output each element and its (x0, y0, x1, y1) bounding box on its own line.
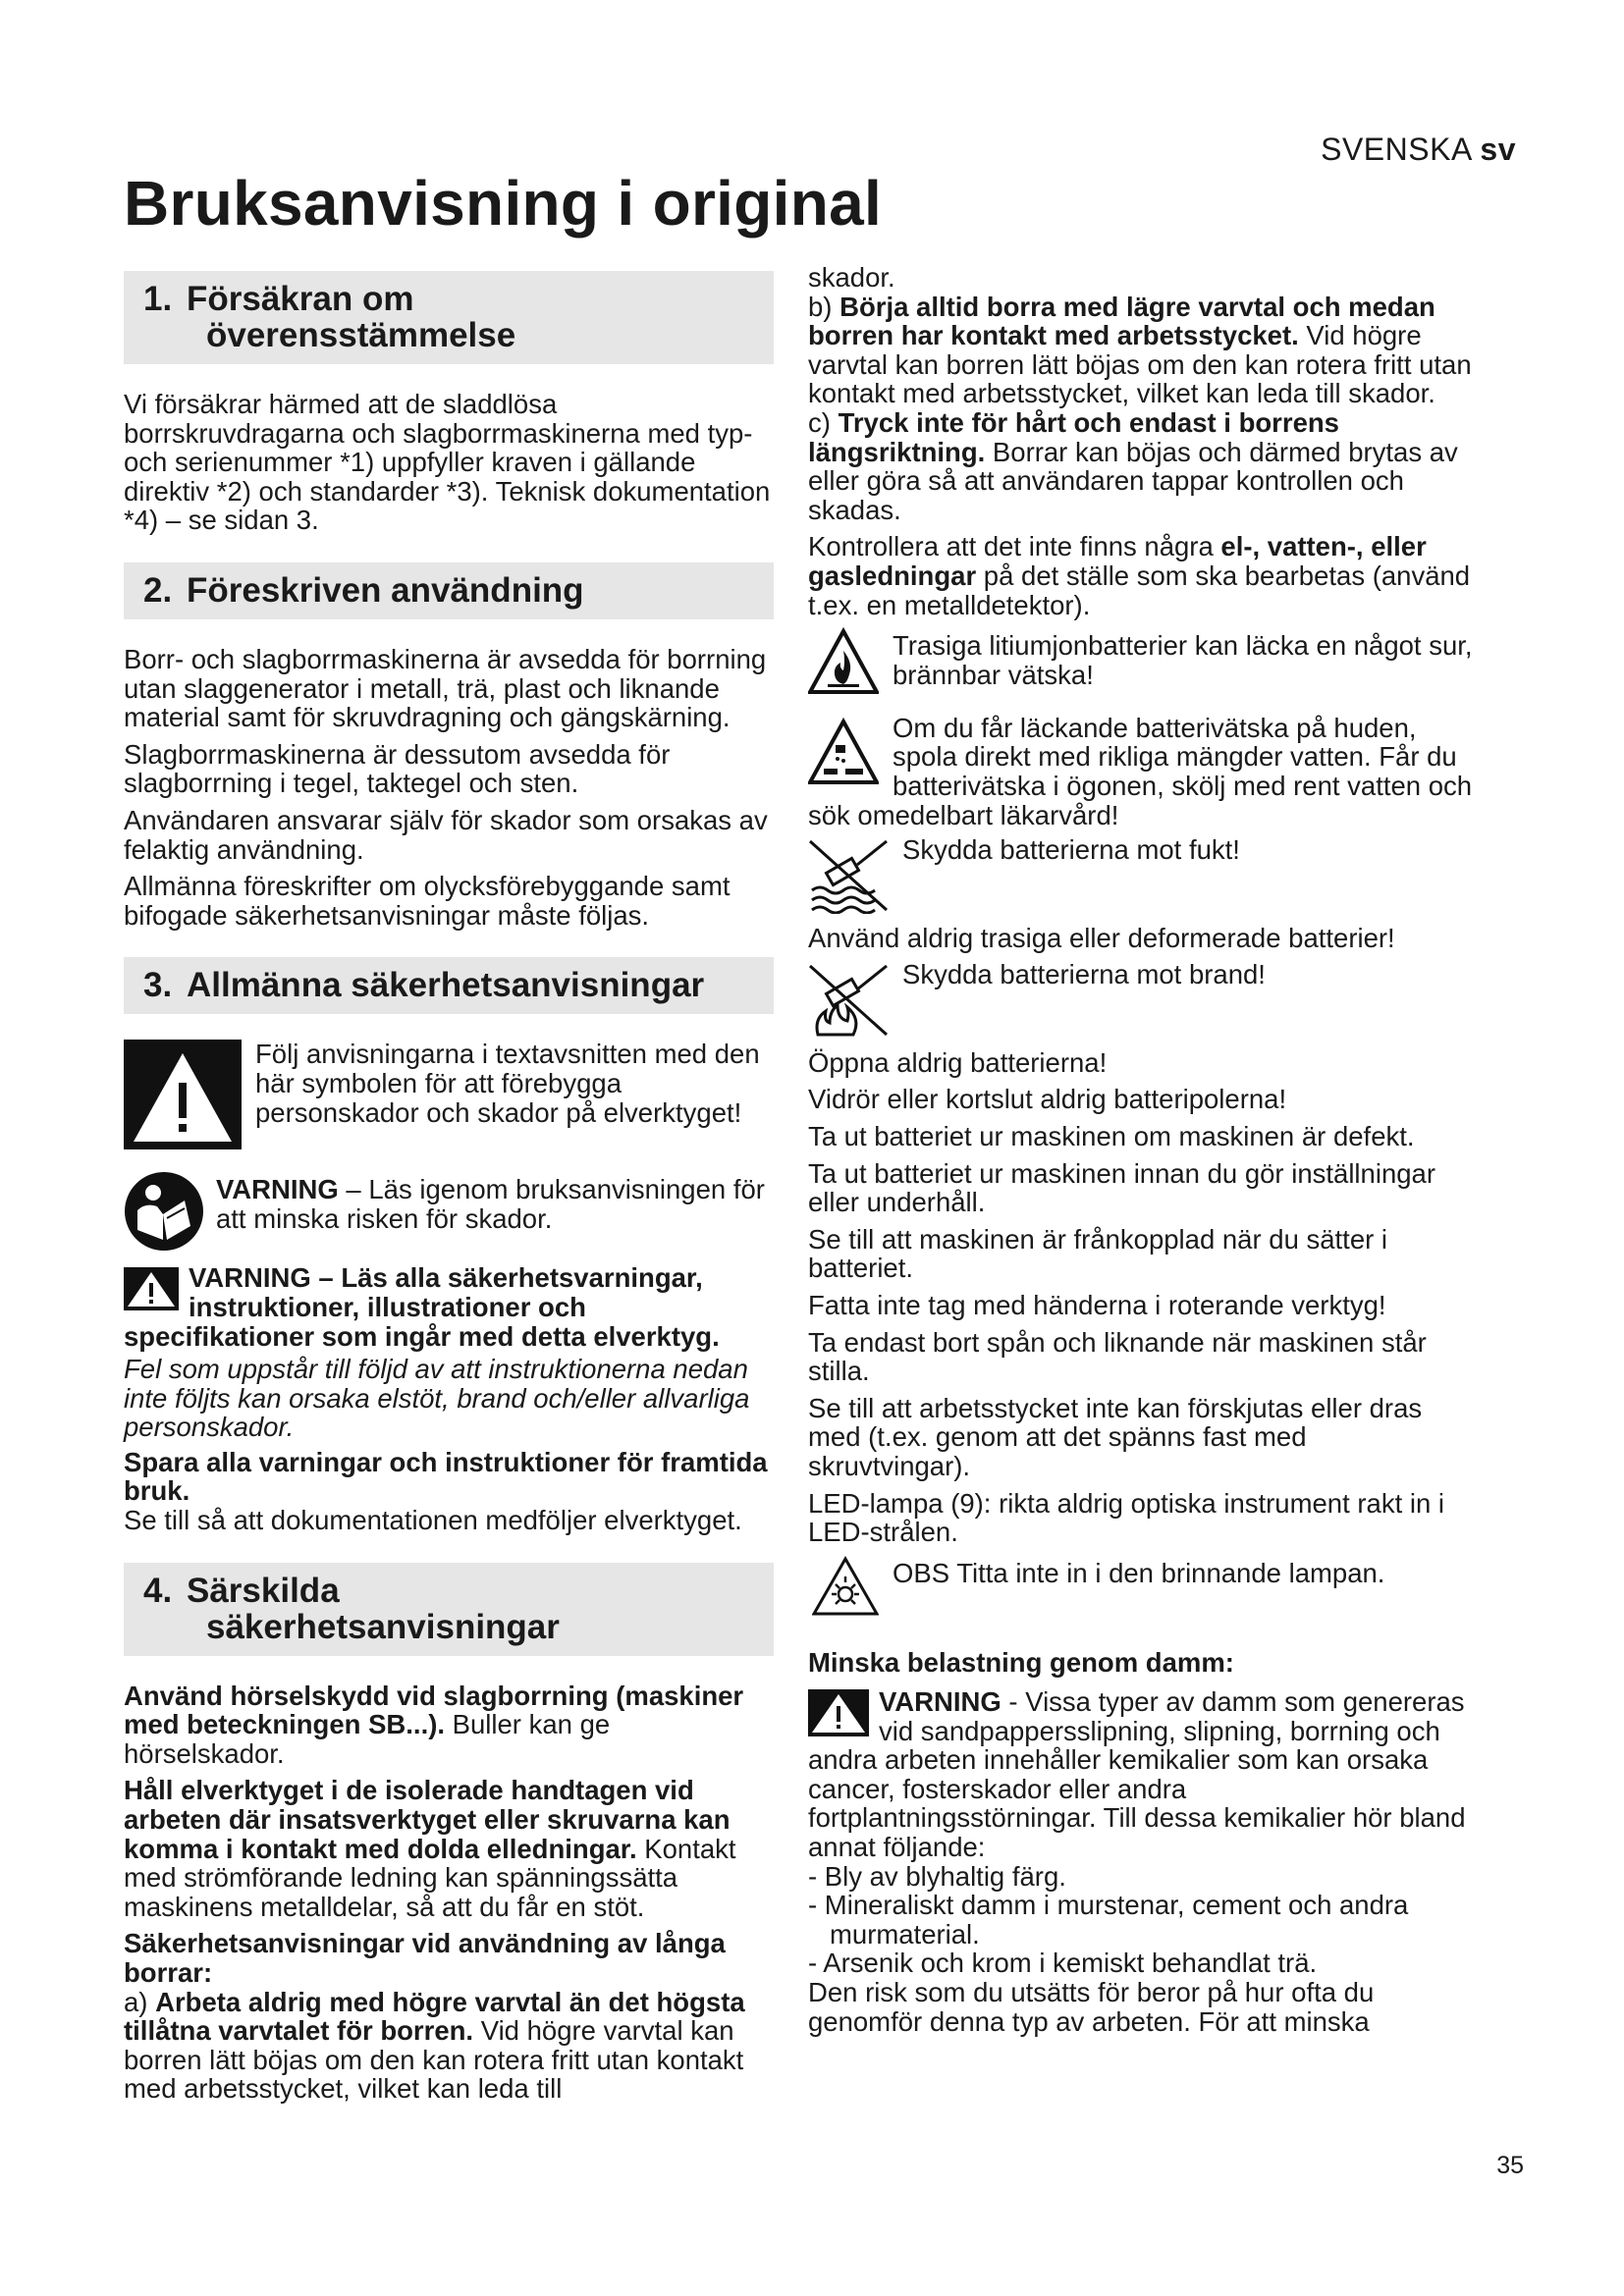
battery-item: Vidrör eller kortslut aldrig batteripolerna! (808, 1084, 1287, 1115)
instruction-c: c) Tryck inte för hårt och endast i borrens längsriktning. Borrar kan böjas och därmed brytas av eller göra så att användaren tappar kontrollen och skadas. (808, 406, 1458, 525)
section-1-body: Vi försäkrar härmed att de sladdlösa borrskruvdragarna och slagborrmaskinerna med typ- och serienummer *1) uppfyller kraven i gällande direktiv *2) och standarder *3). Teknisk dokumentation *4) – se sidan 3. (124, 389, 771, 536)
instruction-b: b) Börja alltid borra med lägre varvtal och medan borren har kontakt med arbetsstycket. Vid högre varvtal kan borren lätt böjas om den kan rotera fritt utan kontakt med arbetsstycket, vilket kan leda till skador. (808, 291, 1472, 409)
right-column: skador. b) Börja alltid borra med lägre varvtal och medan borren har kontakt med arbetsstycket. Vid högre varvtal kan borren lätt böjas om den kan rotera fritt utan kontakt med arbetsstycket, vilket kan leda till skador. c) Tryck inte för hårt och endast i borrens längsriktning. Borrar kan böjas och därmed brytas av eller göra så att användaren tappar kontrollen och skadas. Kontrollera att det inte finns några el-, vatten-, eller gasledningar på det ställe som ska bearbetas (använd t.ex. en metalldetektor). Trasiga litiumjonbatterier kan läcka en något sur, brännbar vätska! Om du får läckande batterivätska på huden, spola direkt med rikliga mängder vatten. Får du batterivätska i ögonen, skölj med rent vatten och sök omedelbart läkarvård! Skydda batterierna mot fukt! Använd aldrig trasiga eller deformerade batterier! Skydda batterierna mot brand! Öppna aldrig batterierna! Vidrör eller kortslut aldrig batteripolerna! Ta ut batteriet ur maskinen om maskinen är defekt. Ta ut batteriet ur maskinen innan du gör inställningar eller underhåll. Se till att maskinen är frånkopplad när du sätter i batteriet. Fatta inte tag med händerna i roterande verktyg! Ta endast bort spån och liknande när maskinen står stilla. Se till att arbetsstycket inte kan förskjutas eller dras med (t.ex. genom att det spänns fast med skruvtvingar). LED-lampa (9): rikta aldrig optiska instrument rakt in i LED-strålen. OBS Titta inte in i den brinnande lampan. Minska belastning genom damm: VARNING - Vissa typer av damm som genereras vid sandpappersslipning, slipning, borrning och andra arbeten innehåller kemikalier som kan orsaka cancer, fosterskador eller andra fortplantningsstörningar. Till dessa kemikalier hör bland annat följande: - Bly av blyhaltig färg. - Mineraliskt damm i murstenar, cement och andra murmaterial. - Arsenik och krom i kemiskt behandlat trä. Den risk som du utsätts för beror på hur ofta du genomför denna typ av arbeten. För att minska (808, 263, 1476, 2036)
warning-icon (808, 1689, 869, 1736)
utility-check-text: Kontrollera att det inte finns några el-, vatten-, eller gasledningar på det ställe som ska bearbetas (använd t.ex. en metalldetektor). (808, 531, 1471, 620)
fire-protect-row: Skydda batterierna mot brand! (808, 960, 1476, 1044)
hearing-protection-text: Använd hörselskydd vid slagborrning (maskiner med beteckningen SB...). Buller kan ge hörselskador. (124, 1680, 744, 1769)
long-drill-heading: Säkerhetsanvisningar vid användning av långa borrar: (124, 1928, 726, 1988)
battery-item: Se till att maskinen är frånkopplad när du sätter i batteriet. (808, 1223, 1388, 1284)
section-2-paragraph: Borr- och slagborrmaskinerna är avsedda för borrning utan slaggenerator i metall, trä, plast och liknande material samt för skruvdragning och gängskärning. (124, 643, 767, 733)
section-2-paragraph: Användaren ansvarar själv för skador som orsakas av felaktig användning. (124, 804, 768, 865)
page-number: 35 (1496, 2152, 1524, 2179)
section-2-heading: 2. Föreskriven användning (124, 562, 774, 619)
insulated-grip-text: Håll elverktyget i de isolerade handtagen vid arbeten där insatsverktyget eller skruvarna kan komma i kontakt med dolda elledningar. Kontakt med strömförande ledning kan spänningssätta maskinens metalldelar, så att du får en stöt. (124, 1775, 736, 1922)
page-title: Bruksanvisning i original (124, 168, 883, 239)
fire-hazard-row: Trasiga litiumjonbatterier kan läcka en något sur, brännbar vätska! (808, 627, 1476, 702)
no-fire-icon (808, 960, 889, 1044)
section-3-heading: 3. Allmänna säkerhetsanvisningar (124, 957, 774, 1014)
dust-list-item: - Mineraliskt damm i murstenar, cement och andra murmaterial. (808, 1890, 1409, 1949)
section-2-paragraph: Slagborrmaskinerna är dessutom avsedda för slagborrning i tegel, taktegel och sten. (124, 738, 671, 799)
section-2-paragraph: Allmänna föreskrifter om olycksförebyggande samt bifogade säkerhetsanvisningar måste följas. (124, 871, 731, 931)
dust-end-text: Den risk som du utsätts för beror på hur ofta du genomför denna typ av arbeten. För att minska (808, 1976, 1375, 2037)
no-moisture-icon (808, 835, 889, 920)
warning-icon (124, 1267, 179, 1310)
read-manual-block: VARNING – Läs igenom bruksanvisningen för att minska risken för skador. (124, 1165, 774, 1252)
dust-list-item: - Bly av blyhaltig färg. (808, 1860, 1066, 1892)
battery-item: Ta ut batteriet ur maskinen innan du gör inställningar eller underhåll. (808, 1157, 1435, 1218)
corrosive-row: Om du får läckande batterivätska på huden, spola direkt med rikliga mängder vatten. Får du batterivätska i ögonen, skölj med rent vatten och sök omedelbart läkarvård! (808, 712, 1473, 830)
light-hazard-icon (812, 1555, 879, 1624)
battery-item: LED-lampa (9): rikta aldrig optiska instrument rakt in i LED-strålen. (808, 1487, 1445, 1548)
battery-item: Ta endast bort spån och liknande när maskinen står stilla. (808, 1326, 1427, 1387)
section-4-heading: 4. Särskilda säkerhetsanvisningar (124, 1563, 774, 1656)
obs-row: OBS Titta inte in i den brinnande lampan. (808, 1555, 1476, 1624)
battery-item: Ta ut batteriet ur maskinen om maskinen är defekt. (808, 1121, 1415, 1152)
language-label: SVENSKA sv (1321, 132, 1516, 167)
instruction-a: a) Arbeta aldrig med högre varvtal än det högsta tillåtna varvtalet för borren. Vid högre varvtal kan borren lätt böjas om den kan rotera fritt utan kontakt med arbetsstycket, vilket kan leda till (124, 1986, 745, 2105)
warning-icon (124, 1040, 242, 1149)
read-manual-icon (124, 1171, 204, 1252)
dust-list-item: - Arsenik och krom i kemiskt behandlat trä. (808, 1948, 1318, 1979)
battery-item: Öppna aldrig batterierna! (808, 1046, 1108, 1078)
battery-item: Se till att arbetsstycket inte kan förskjutas eller dras med (t.ex. genom att det spänns fast med skruvtvingar). (808, 1392, 1423, 1481)
moisture-row: Skydda batterierna mot fukt! (808, 835, 1476, 920)
battery-item: Fatta inte tag med händerna i roterande verktyg! (808, 1290, 1386, 1321)
warning-symbol-block: Följ anvisningarna i textavsnitten med den här symbolen för att förebygga personskador och skador på elverktyget! (124, 1040, 774, 1149)
fire-hazard-icon (808, 627, 879, 702)
corrosive-icon (808, 718, 879, 792)
dust-warning-block: VARNING - Vissa typer av damm som genereras vid sandpappersslipning, slipning, borrning och andra arbeten innehåller kemikalier som kan orsaka cancer, fosterskador eller andra fortplantningsstörningar. Till dessa kemikalier hör bland annat följande: - Bly av blyhaltig färg. - Mineraliskt damm i murstenar, cement och andra murmaterial. - Arsenik och krom i kemiskt behandlat trä. Den risk som du utsätts för beror på hur ofta du genomför denna typ av arbeten. För att minska (808, 1687, 1476, 2036)
left-column (124, 271, 774, 2111)
general-warning-block: VARNING – Läs alla säkerhetsvarningar, instruktioner, illustrationer och specifikationer som ingår med detta elverktyg. Fel som uppstår till följd av att instruktionerna nedan inte följts kan orsaka elstöt, brand och/eller allvarliga personskador. Spara alla varningar och instruktioner för framtida bruk. Se till så att dokumentationen medföljer elverktyget. (124, 1262, 768, 1536)
section-1-heading: 1. Försäkran om överensstämmelse (124, 271, 774, 364)
dust-heading: Minska belastning genom damm: (808, 1647, 1234, 1679)
